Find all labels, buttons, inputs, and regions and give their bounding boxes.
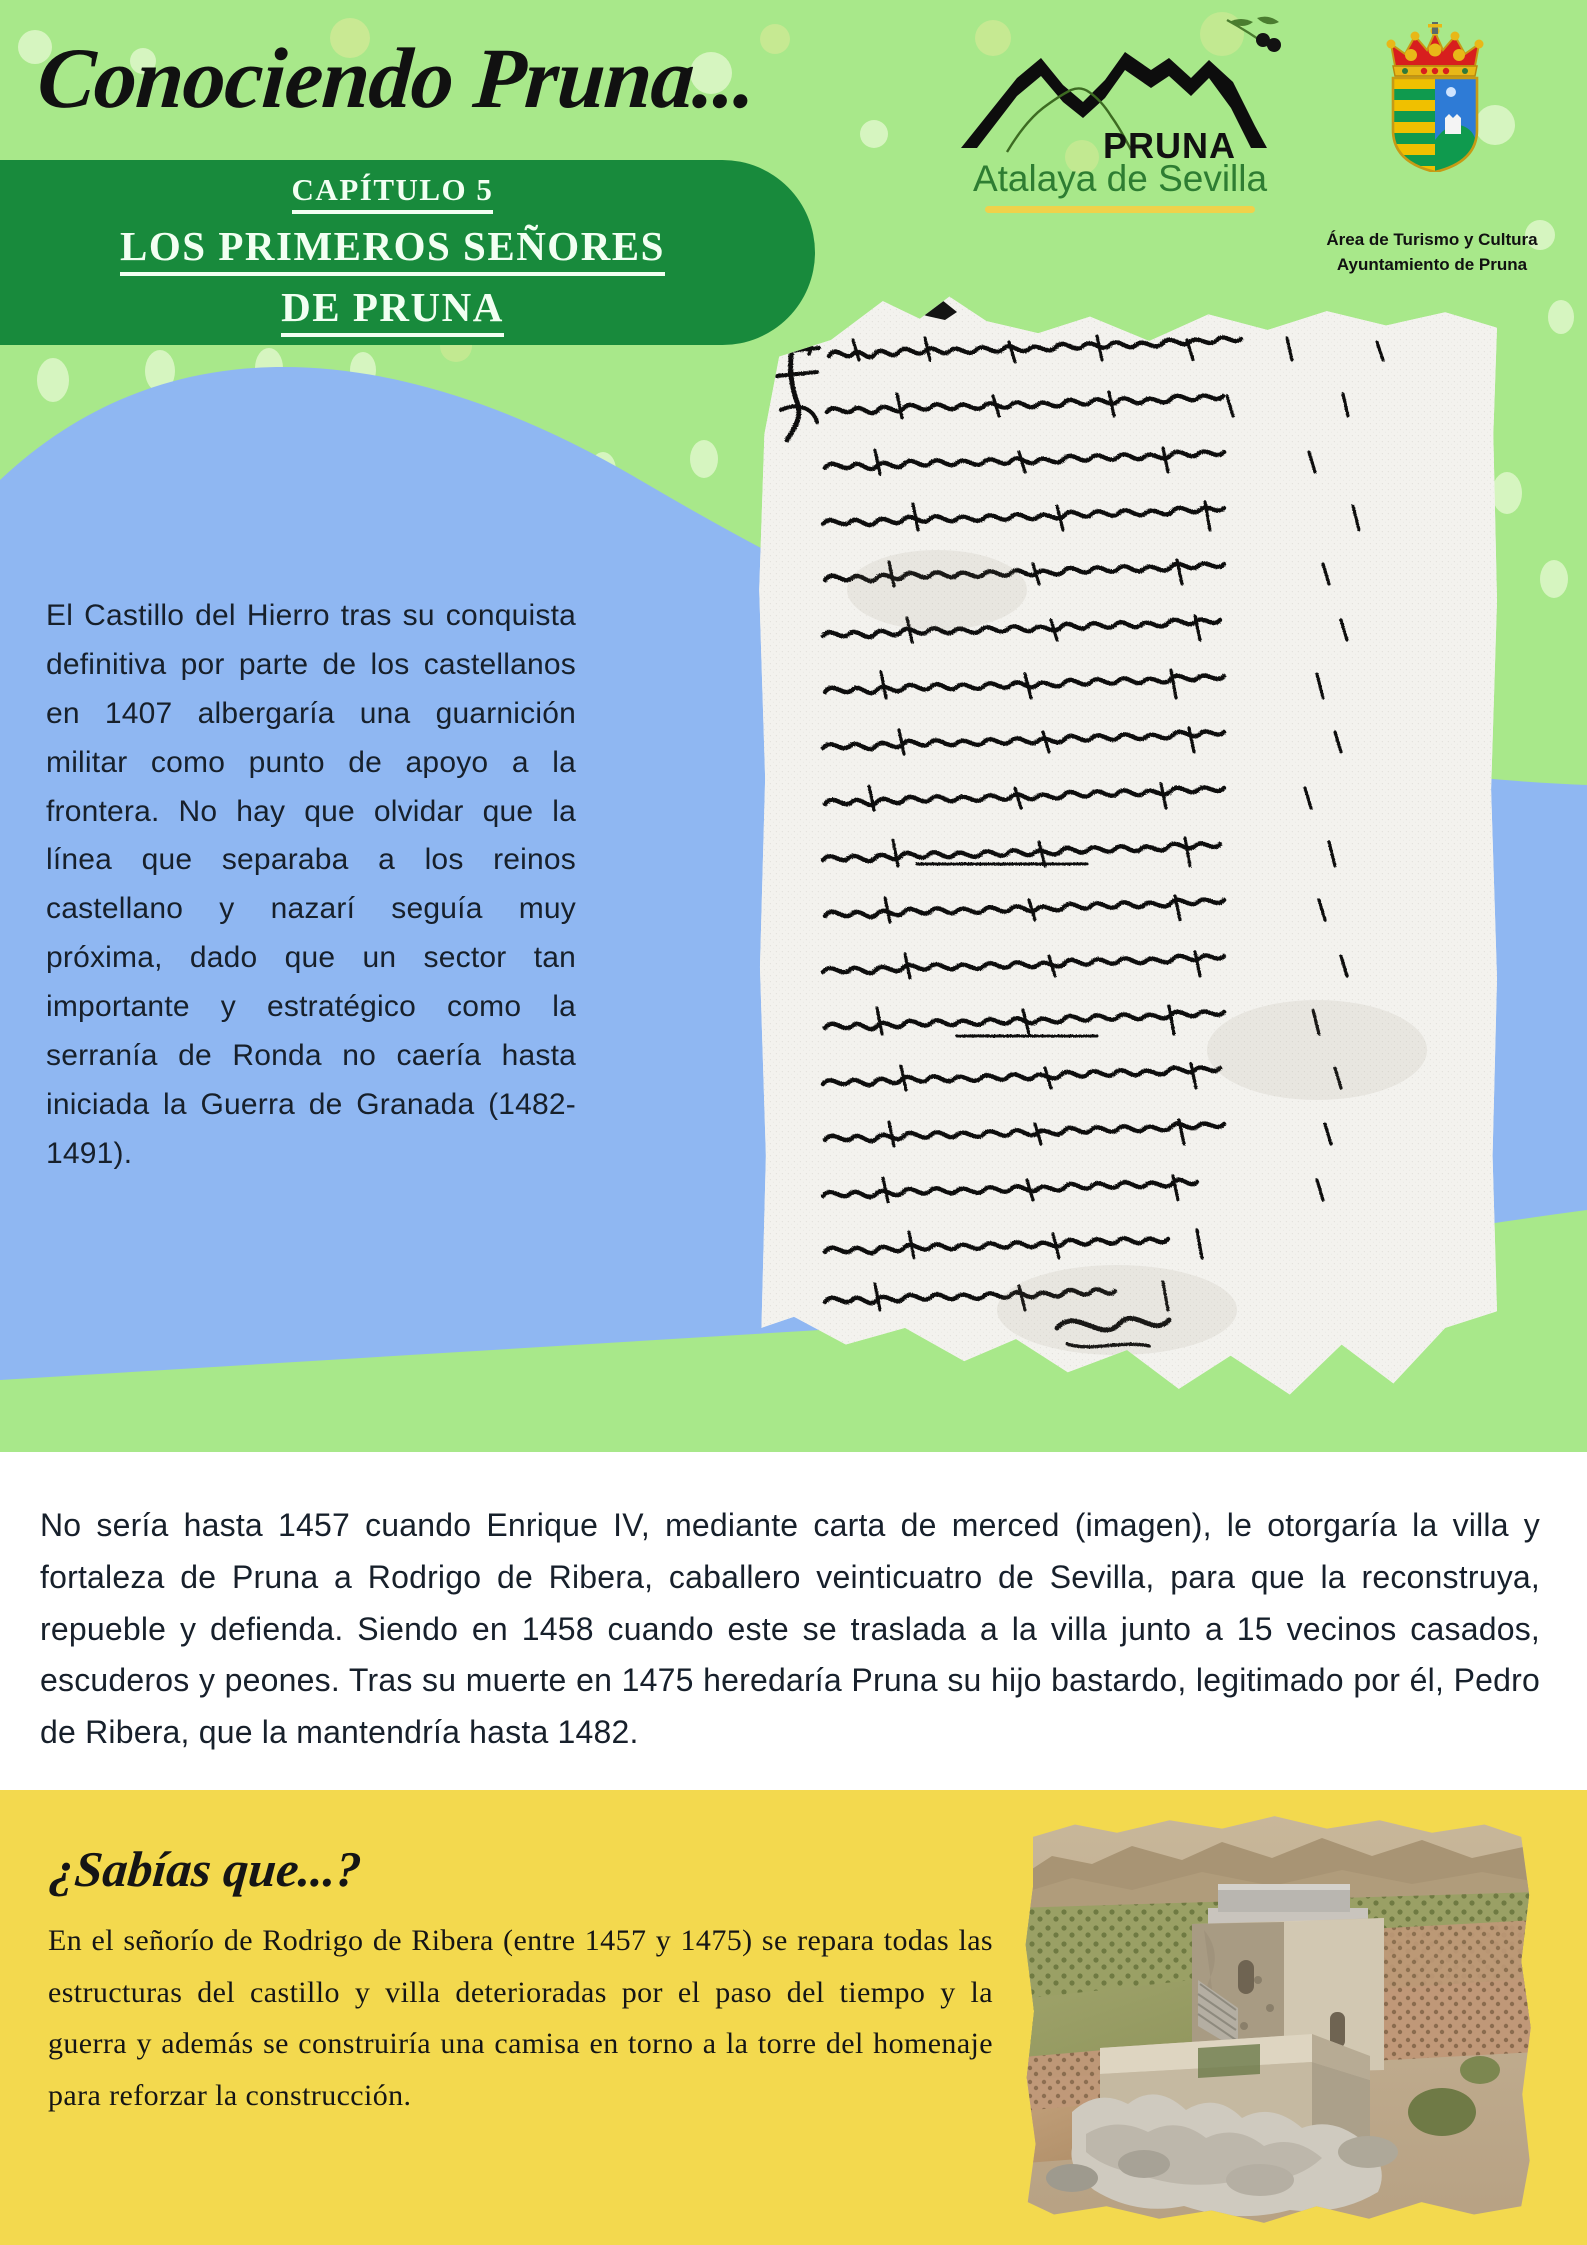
logo-brand-name: PRUNA [1103, 125, 1237, 166]
coat-caption-line-2: Ayuntamiento de Pruna [1336, 254, 1528, 274]
chapter-number-text: CAPÍTULO 5 [292, 172, 494, 214]
crown-icon [1387, 22, 1484, 76]
shield-icon [1393, 78, 1477, 172]
coat-caption-line-1: Área de Turismo y Cultura [1326, 230, 1538, 249]
page-title: Conociendo Pruna... [34, 30, 759, 126]
intro-paragraph: El Castillo del Hierro tras su conquista definitiva por parte de los castellanos en 1407 albergaría una guarnición militar como punto de apoyo a la frontera. No hay que olvidar que la línea que separaba a los reinos castellano y nazarí seguía muy próxima, dado que un sector tan importante y estratégico como la serranía de Ronda no caería hasta iniciada la Guerra de Granada (1482-1491). [46, 599, 576, 1170]
logo-tagline: Atalaya de Sevilla [972, 158, 1268, 199]
chapter-title-line-1-text: LOS PRIMEROS SEÑORES [120, 222, 665, 276]
manuscript-handwriting [757, 290, 1497, 1400]
chapter-band [0, 160, 815, 345]
coat-of-arms-pruna [1375, 22, 1495, 172]
pruna-atalaya-logo [955, 30, 1285, 210]
did-you-know-text: En el señorío de Rodrigo de Ribera (entre 1457 y 1475) se repara todas las estructuras del castillo y villa deterioradas por el paso del tiempo y la guerra y además se construiría una camisa en torno a la torre del homenaje para reforzar la construcción. [48, 1924, 993, 2112]
olive-branch-icon [1223, 14, 1283, 69]
chapter-title-line-2 [0, 283, 815, 337]
logo-underline [985, 206, 1255, 213]
chapter-title-line-1 [0, 222, 815, 276]
main-paragraph: No sería hasta 1457 cuando Enrique IV, mediante carta de merced (imagen), le otorgaría la villa y fortaleza de Pruna a Rodrigo de Ribera, caballero veinticuatro de Sevilla, para que la reconstruya, repueble y defienda. Siendo en 1458 cuando este se traslada a la villa junto a 15 vecinos casados, escuderos y peones. Tras su muerte en 1475 heredaría Pruna su hijo bastardo, legitimado por él, Pedro de Ribera, que la mantendría hasta 1482. [40, 1507, 1540, 1751]
chapter-number [0, 172, 815, 214]
chapter-title-line-2-text: DE PRUNA [281, 283, 504, 337]
carta-de-merced-manuscript [757, 290, 1497, 1400]
coat-of-arms-caption [1282, 228, 1582, 277]
castillo-de-pruna-photo [1012, 1812, 1537, 2227]
did-you-know-title: ¿Sabías que...? [47, 1841, 364, 1897]
